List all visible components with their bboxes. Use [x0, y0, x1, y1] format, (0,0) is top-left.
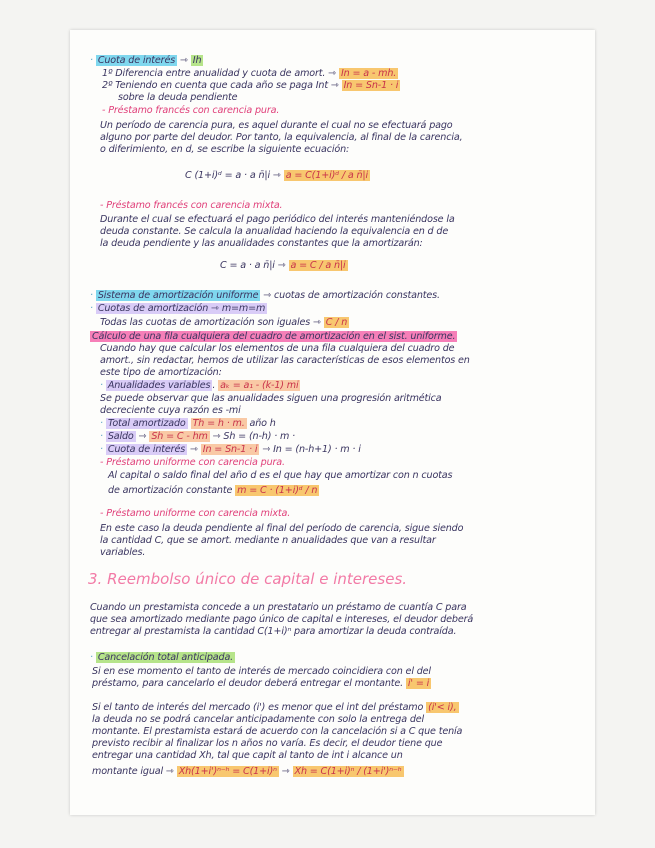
- line-text: Durante el cual se efectuará el pago periódico del interés manteniéndose la: [100, 214, 455, 225]
- note-line: [90, 55, 203, 67]
- line-text: de amortización constante: [108, 485, 236, 496]
- notes-page: [70, 30, 595, 815]
- line-text: o diferimiento, en d, se escribe la siguiente ecuación:: [100, 144, 350, 155]
- line-text: - Préstamo uniforme con carencia mixta.: [100, 508, 291, 519]
- line-text: Si el tanto de interés del mercado (i') es menor que el int del préstamo: [92, 702, 427, 713]
- line-text: alguno por parte del deudor. Por tanto, la equivalencia, al final de la carencia,: [100, 132, 463, 143]
- line-text: montante igual ⇾: [92, 766, 177, 777]
- formula-box: m = C · (1+i)ᵈ / n: [237, 485, 318, 496]
- line-text: sobre la deuda pendiente: [118, 92, 238, 103]
- formula-box: In = a - mh.: [340, 68, 397, 79]
- line-text-post: ⇾: [135, 431, 150, 442]
- note-line: [108, 485, 319, 497]
- highlighted-term: Cuota de interés: [97, 55, 176, 66]
- note-line: [100, 226, 448, 238]
- bullet-prefix: ·: [100, 444, 106, 455]
- line-text: entregar al prestamista la cantidad C(1+i)ⁿ para amortizar la deuda contraída.: [90, 626, 457, 637]
- note-line: [100, 367, 222, 379]
- line-text: Un período de carencia pura, es aquel durante el cual no se efectuará pago: [100, 120, 453, 131]
- formula-box: Th = h · m.: [192, 418, 245, 429]
- note-line: [100, 380, 300, 392]
- line-text: - Préstamo francés con carencia mixta.: [100, 200, 283, 211]
- note-line: [92, 726, 462, 738]
- line-connector: ⇾: [177, 55, 191, 66]
- line-text: Si en ese momento el tanto de interés de mercado coincidiera con el del: [92, 666, 431, 677]
- line-text: 2º Teniendo en cuenta que cada año se paga Int ⇾: [102, 80, 342, 91]
- note-line: [100, 317, 349, 329]
- bullet-prefix: ·: [90, 303, 96, 314]
- note-line: [100, 418, 276, 430]
- note-line: [92, 702, 459, 714]
- line-text: decreciente cuya razón es -mi: [100, 405, 241, 416]
- note-line: [100, 355, 470, 367]
- note-line: [90, 303, 267, 315]
- bullet-prefix: ·: [90, 55, 96, 66]
- note-line: [92, 666, 431, 678]
- formula-box: In = Sn-1 · i: [343, 80, 399, 91]
- note-line: [100, 393, 442, 405]
- note-line: [90, 290, 440, 302]
- note-line: [100, 132, 463, 144]
- line-text: deuda constante. Se calcula la anualidad haciendo la equivalencia en d de: [100, 226, 449, 237]
- highlighted-symbol: Ih: [192, 55, 202, 66]
- line-text: previsto recibir al finalizar los n años no varía. Es decir, el deudor tiene que: [92, 738, 443, 749]
- line-text: préstamo, para cancelarlo el deudor deberá entregar el montante.: [92, 678, 406, 689]
- note-line: [185, 170, 370, 182]
- note-line: [100, 431, 295, 443]
- note-line: [100, 200, 282, 212]
- note-line: [108, 470, 452, 482]
- highlighted-term: Cálculo de una fila cualquiera del cuadro de amortización en el sist. uniforme.: [92, 331, 456, 342]
- line-text: montante. El prestamista estará de acuerdo con la cancelación si a C que tenía: [92, 726, 463, 737]
- line-text: Cuando hay que calcular los elementos de una fila cualquiera del cuadro de: [100, 343, 455, 354]
- line-text: Se puede observar que las anualidades siguen una progresión aritmética: [100, 393, 442, 404]
- line-text: En este caso la deuda pendiente al final del período de carencia, sigue siendo: [100, 523, 464, 534]
- note-line: [90, 614, 473, 626]
- formula-box: aₖ = a₁ - (k-1) mi: [220, 380, 299, 391]
- bullet-prefix: ·: [90, 290, 96, 301]
- line-text: variables.: [100, 547, 146, 558]
- note-line: [100, 120, 453, 132]
- line-text: C (1+i)ᵈ = a · a n̄|i ⇾: [185, 170, 284, 181]
- line-text: amort., sin redactar, hemos de utilizar las características de esos elementos en: [100, 355, 470, 366]
- line-text: que sea amortizado mediante pago único de capital e intereses, el deudor deberá: [90, 614, 474, 625]
- highlighted-term: Cuotas de amortización ⇾ m=m=m: [97, 303, 266, 314]
- formula-box: In = Sn-1 · i: [202, 444, 258, 455]
- note-line: [220, 260, 348, 272]
- note-line: [90, 652, 235, 664]
- line-text: la deuda no se podrá cancelar anticipadamente con solo la entrega del: [92, 714, 425, 725]
- line-text: 1º Diferencia entre anualidad y cuota de amort. ⇾: [102, 68, 339, 79]
- note-line: [102, 68, 398, 80]
- note-line: [100, 547, 145, 559]
- formula-box: a = C(1+i)ᵈ / a n̄|i: [285, 170, 368, 181]
- formula-box: C / n: [325, 317, 348, 328]
- note-line: [100, 523, 463, 535]
- highlighted-term: Total amortizado: [107, 418, 186, 429]
- note-line: [90, 331, 457, 343]
- note-line: [90, 626, 456, 638]
- line-tail: año h: [246, 418, 276, 429]
- note-line: [100, 508, 290, 520]
- note-line: [102, 105, 279, 117]
- line-text-post: .: [212, 380, 219, 391]
- note-line: [100, 444, 361, 456]
- line-text: C = a · a n̄|i ⇾: [220, 260, 289, 271]
- line-text: este tipo de amortización:: [100, 367, 222, 378]
- highlighted-term: Cancelación total anticipada.: [97, 652, 234, 663]
- line-text: Cuando un prestamista concede a un prestatario un préstamo de cuantía C para: [90, 602, 467, 613]
- line-text: Todas las cuotas de amortización son iguales ⇾: [100, 317, 324, 328]
- line-tail: ⇾ In = (n-h+1) · m · i: [259, 444, 361, 455]
- formula-box-2: Xh = C(1+i)ⁿ / (1+i')ⁿ⁻ʰ: [294, 766, 402, 777]
- line-text: la deuda pendiente y las anualidades constantes que la amortizarán:: [100, 238, 423, 249]
- highlighted-term: Anualidades variables: [107, 380, 211, 391]
- note-line: [90, 602, 466, 614]
- line-tail: ⇾ Sh = (n-h) · m ·: [209, 431, 296, 442]
- note-line: [100, 343, 454, 355]
- note-line: [100, 238, 423, 250]
- line-text-post: ⇾ cuotas de amortización constantes.: [260, 290, 440, 301]
- formula-box: Sh = C - hm: [151, 431, 208, 442]
- note-line: [100, 535, 436, 547]
- note-line: [118, 92, 237, 104]
- note-line: [92, 738, 442, 750]
- section-heading: 3. Reembolso único de capital e intereses.: [88, 570, 408, 588]
- line-text: entregar una cantidad Xh, tal que capit al tanto de int i alcance un: [92, 750, 403, 761]
- highlighted-term: Cuota de interés: [107, 444, 186, 455]
- bullet-prefix: ·: [100, 380, 106, 391]
- formula-box: a = C / a n̄|i: [290, 260, 346, 271]
- highlighted-term: Saldo: [107, 431, 134, 442]
- line-text-post: ⇾: [187, 444, 201, 455]
- note-line: [100, 144, 349, 156]
- highlighted-term: Sistema de amortización uniforme: [97, 290, 259, 301]
- note-line: [92, 766, 404, 778]
- note-line: [102, 80, 400, 92]
- line-text: - Préstamo uniforme con carencia pura.: [100, 457, 285, 468]
- line-text: - Préstamo francés con carencia pura.: [102, 105, 280, 116]
- note-line: [100, 405, 241, 417]
- line-text: Al capital o saldo final del año d es el que hay que amortizar con n cuotas: [108, 470, 453, 481]
- formula-box: Xh(1+i')ⁿ⁻ʰ = C(1+i)ⁿ: [178, 766, 277, 777]
- line-text: la cantidad C, que se amort. mediante n anualidades que van a resultar: [100, 535, 436, 546]
- line-tail: ⇾: [278, 766, 293, 777]
- formula-box: i' = i: [407, 678, 430, 689]
- note-line: [92, 750, 403, 762]
- note-line: [100, 457, 285, 469]
- note-line: [100, 214, 455, 226]
- formula-box: (i'< i),: [428, 702, 457, 713]
- note-line: [92, 678, 431, 690]
- bullet-prefix: ·: [90, 652, 96, 663]
- bullet-prefix: ·: [100, 418, 106, 429]
- note-line: [92, 714, 424, 726]
- bullet-prefix: ·: [100, 431, 106, 442]
